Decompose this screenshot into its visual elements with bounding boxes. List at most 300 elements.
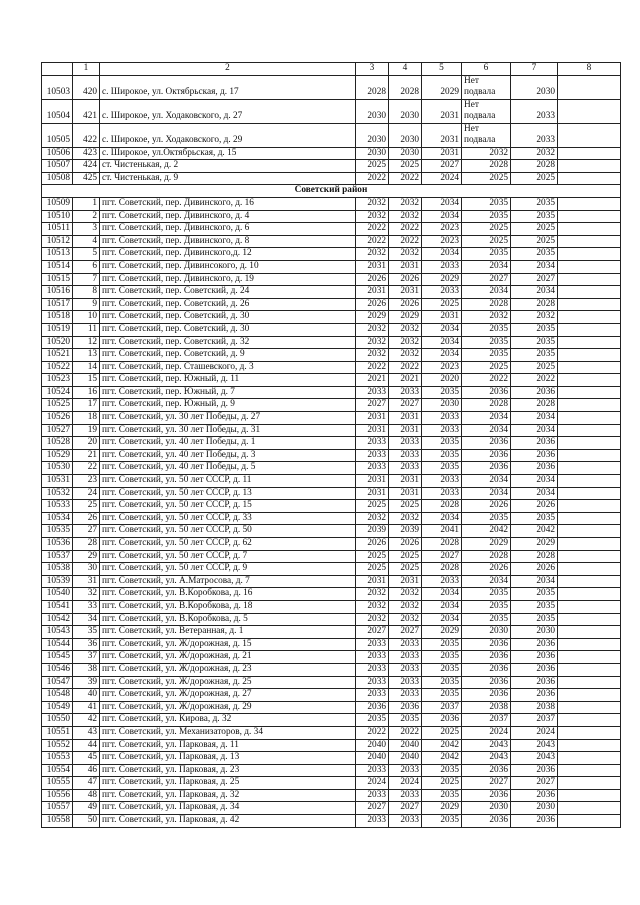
col6-cell: 2034 (462, 487, 511, 500)
col7-cell: 2030 (511, 75, 558, 99)
table-row (42, 123, 621, 147)
col7-cell: 2035 (511, 210, 558, 223)
row-number-cell: 13 (73, 349, 100, 362)
table-row (42, 689, 621, 702)
col4-cell: 2032 (389, 210, 422, 223)
table-row (42, 600, 621, 613)
col3-cell: 2040 (356, 739, 389, 752)
row-id-cell: 10518 (42, 311, 73, 324)
table-row (42, 235, 621, 248)
address-cell: пгт. Советский, пер. Советский, д. 30 (100, 323, 356, 336)
row-id-cell: 10538 (42, 563, 73, 576)
col7-cell: 2036 (511, 676, 558, 689)
col6-cell: 2035 (462, 588, 511, 601)
col7-cell: 2036 (511, 663, 558, 676)
col8-cell (558, 248, 621, 261)
col5-cell: 2028 (422, 500, 462, 513)
row-id-cell: 10556 (42, 789, 73, 802)
col8-cell (558, 412, 621, 425)
header-cell-empty (42, 63, 73, 76)
col4-cell: 2033 (389, 386, 422, 399)
col5-cell: 2042 (422, 739, 462, 752)
col6-cell: 2025 (462, 223, 511, 236)
col3-cell: 2033 (356, 449, 389, 462)
col5-cell: 2031 (422, 123, 462, 147)
col4-cell: 2033 (389, 676, 422, 689)
row-id-cell: 10546 (42, 663, 73, 676)
table-row (42, 651, 621, 664)
col4-cell: 2027 (389, 399, 422, 412)
row-number-cell: 15 (73, 374, 100, 387)
col3-cell: 2022 (356, 726, 389, 739)
col8-cell (558, 449, 621, 462)
address-cell: пгт. Советский, пер. Дивинсокого, д. 10 (100, 260, 356, 273)
col8-cell (558, 172, 621, 185)
col7-cell: 2025 (511, 361, 558, 374)
col5-cell: 2028 (422, 563, 462, 576)
row-number-cell: 35 (73, 626, 100, 639)
col7-cell: 2038 (511, 701, 558, 714)
col4-cell: 2033 (389, 437, 422, 450)
col8-cell (558, 437, 621, 450)
col4-cell: 2032 (389, 600, 422, 613)
table-body (42, 63, 621, 828)
col3-cell: 2022 (356, 235, 389, 248)
table-row (42, 500, 621, 513)
header-row (42, 63, 621, 76)
col6-cell: 2035 (462, 323, 511, 336)
col5-cell: 2033 (422, 412, 462, 425)
table-row (42, 311, 621, 324)
col6-cell: 2025 (462, 235, 511, 248)
col5-cell: 2034 (422, 613, 462, 626)
row-id-cell: 10535 (42, 525, 73, 538)
col4-cell: 2030 (389, 99, 422, 123)
address-cell: пгт. Советский, пер. Советский, д. 30 (100, 311, 356, 324)
col4-cell: 2040 (389, 739, 422, 752)
col3-cell: 2025 (356, 550, 389, 563)
col5-cell: 2034 (422, 210, 462, 223)
address-cell: пгт. Советский, ул. Парковая, д. 23 (100, 764, 356, 777)
row-id-cell: 10548 (42, 689, 73, 702)
col7-cell: 2035 (511, 197, 558, 210)
row-id-cell: 10503 (42, 75, 73, 99)
col8-cell (558, 752, 621, 765)
row-id-cell: 10537 (42, 550, 73, 563)
col7-cell: 2035 (511, 323, 558, 336)
col6-cell: Нет подвала (462, 75, 511, 99)
col7-cell: 2025 (511, 172, 558, 185)
col6-cell: 2034 (462, 475, 511, 488)
row-id-cell: 10542 (42, 613, 73, 626)
col6-cell: 2028 (462, 160, 511, 173)
col6-cell: 2035 (462, 210, 511, 223)
col5-cell: 2034 (422, 248, 462, 261)
table-row (42, 286, 621, 299)
col8-cell (558, 651, 621, 664)
row-number-cell: 45 (73, 752, 100, 765)
table-row (42, 449, 621, 462)
row-number-cell: 4 (73, 235, 100, 248)
table-row (42, 676, 621, 689)
col8-cell (558, 512, 621, 525)
col7-cell: 2025 (511, 235, 558, 248)
row-number-cell: 18 (73, 412, 100, 425)
col3-cell: 2030 (356, 123, 389, 147)
col3-cell: 2022 (356, 223, 389, 236)
row-id-cell: 10539 (42, 575, 73, 588)
row-number-cell: 38 (73, 663, 100, 676)
table-row (42, 663, 621, 676)
col8-cell (558, 626, 621, 639)
col6-cell: 2028 (462, 298, 511, 311)
row-id-cell: 10512 (42, 235, 73, 248)
col5-cell: 2042 (422, 752, 462, 765)
col6-cell: 2036 (462, 386, 511, 399)
col6-cell: 2035 (462, 512, 511, 525)
table-row (42, 538, 621, 551)
col4-cell: 2022 (389, 223, 422, 236)
row-number-cell: 2 (73, 210, 100, 223)
address-cell: пгт. Советский, ул. 30 лет Победы, д. 31 (100, 424, 356, 437)
table-row (42, 588, 621, 601)
row-id-cell: 10505 (42, 123, 73, 147)
col7-cell: 2036 (511, 462, 558, 475)
col8-cell (558, 613, 621, 626)
col7-cell: 2026 (511, 563, 558, 576)
row-id-cell: 10547 (42, 676, 73, 689)
row-number-cell: 10 (73, 311, 100, 324)
col5-cell: 2035 (422, 815, 462, 828)
header-cell: 3 (356, 63, 389, 76)
col3-cell: 2025 (356, 500, 389, 513)
row-number-cell: 49 (73, 802, 100, 815)
row-id-cell: 10536 (42, 538, 73, 551)
col8-cell (558, 676, 621, 689)
address-cell: пгт. Советский, ул. 40 лет Победы, д. 5 (100, 462, 356, 475)
col3-cell: 2033 (356, 663, 389, 676)
address-cell: пгт. Советский, пер. Южный, д. 9 (100, 399, 356, 412)
col8-cell (558, 99, 621, 123)
row-id-cell: 10530 (42, 462, 73, 475)
address-cell: с. Широкое, ул.Октябрьская, д. 15 (100, 147, 356, 160)
col5-cell: 2027 (422, 550, 462, 563)
col4-cell: 2031 (389, 575, 422, 588)
table-row (42, 764, 621, 777)
col6-cell: Нет подвала (462, 99, 511, 123)
col5-cell: 2041 (422, 525, 462, 538)
col8-cell (558, 260, 621, 273)
col4-cell: 2022 (389, 361, 422, 374)
col7-cell: 2035 (511, 600, 558, 613)
col4-cell: 2025 (389, 160, 422, 173)
header-cell: 1 (73, 63, 100, 76)
col3-cell: 2029 (356, 311, 389, 324)
col4-cell: 2033 (389, 815, 422, 828)
table-row (42, 210, 621, 223)
row-number-cell: 34 (73, 613, 100, 626)
col3-cell: 2033 (356, 676, 389, 689)
row-id-cell: 10527 (42, 424, 73, 437)
col4-cell: 2030 (389, 123, 422, 147)
col6-cell: 2036 (462, 663, 511, 676)
col3-cell: 2040 (356, 752, 389, 765)
table-row (42, 475, 621, 488)
row-id-cell: 10558 (42, 815, 73, 828)
address-cell: ст. Чистенькая, д. 9 (100, 172, 356, 185)
col4-cell: 2040 (389, 752, 422, 765)
row-number-cell: 19 (73, 424, 100, 437)
col6-cell: 2030 (462, 626, 511, 639)
address-cell: ст. Чистенькая, д. 2 (100, 160, 356, 173)
row-id-cell: 10507 (42, 160, 73, 173)
col7-cell: 2028 (511, 399, 558, 412)
col6-cell: 2036 (462, 651, 511, 664)
col8-cell (558, 550, 621, 563)
col6-cell: 2034 (462, 424, 511, 437)
col4-cell: 2028 (389, 75, 422, 99)
col7-cell: 2035 (511, 588, 558, 601)
row-number-cell: 33 (73, 600, 100, 613)
col6-cell: 2028 (462, 550, 511, 563)
row-id-cell: 10515 (42, 273, 73, 286)
col3-cell: 2027 (356, 399, 389, 412)
col7-cell: 2034 (511, 487, 558, 500)
col5-cell: 2034 (422, 323, 462, 336)
col4-cell: 2030 (389, 147, 422, 160)
col3-cell: 2033 (356, 689, 389, 702)
col7-cell: 2026 (511, 500, 558, 513)
col5-cell: 2030 (422, 399, 462, 412)
col3-cell: 2032 (356, 197, 389, 210)
col7-cell: 2036 (511, 764, 558, 777)
col5-cell: 2035 (422, 764, 462, 777)
col5-cell: 2031 (422, 147, 462, 160)
col7-cell: 2036 (511, 449, 558, 462)
address-cell: с. Широкое, ул. Ходаковского, д. 29 (100, 123, 356, 147)
row-id-cell: 10526 (42, 412, 73, 425)
col6-cell: 2035 (462, 349, 511, 362)
col5-cell: 2031 (422, 311, 462, 324)
col5-cell: 2029 (422, 626, 462, 639)
row-number-cell: 26 (73, 512, 100, 525)
row-number-cell: 22 (73, 462, 100, 475)
col6-cell: 2037 (462, 714, 511, 727)
table-row (42, 437, 621, 450)
col5-cell: 2034 (422, 349, 462, 362)
address-cell: пгт. Советский, ул. Парковая, д. 32 (100, 789, 356, 802)
col5-cell: 2029 (422, 75, 462, 99)
col6-cell: 2034 (462, 286, 511, 299)
col5-cell: 2028 (422, 538, 462, 551)
table-row (42, 323, 621, 336)
col7-cell: 2036 (511, 651, 558, 664)
col6-cell: 2034 (462, 575, 511, 588)
row-number-cell: 46 (73, 764, 100, 777)
row-number-cell: 32 (73, 588, 100, 601)
table-row (42, 512, 621, 525)
row-id-cell: 10519 (42, 323, 73, 336)
row-number-cell: 30 (73, 563, 100, 576)
row-number-cell: 41 (73, 701, 100, 714)
table-row (42, 701, 621, 714)
table-row (42, 613, 621, 626)
col7-cell: 2028 (511, 298, 558, 311)
row-number-cell: 28 (73, 538, 100, 551)
address-cell: пгт. Советский, ул. Парковая, д. 11 (100, 739, 356, 752)
col4-cell: 2022 (389, 172, 422, 185)
address-cell: пгт. Советский, пер. Советский, д. 9 (100, 349, 356, 362)
row-id-cell: 10549 (42, 701, 73, 714)
col8-cell (558, 600, 621, 613)
col7-cell: 2036 (511, 386, 558, 399)
col5-cell: 2023 (422, 223, 462, 236)
col6-cell: 2025 (462, 172, 511, 185)
table-row (42, 626, 621, 639)
col7-cell: 2034 (511, 286, 558, 299)
address-cell: с. Широкое, ул. Октябрьская, д. 17 (100, 75, 356, 99)
col4-cell: 2024 (389, 777, 422, 790)
row-id-cell: 10521 (42, 349, 73, 362)
section-title: Советский район (42, 185, 621, 198)
col7-cell: 2042 (511, 525, 558, 538)
table-row (42, 789, 621, 802)
col3-cell: 2031 (356, 487, 389, 500)
row-id-cell: 10513 (42, 248, 73, 261)
col4-cell: 2022 (389, 726, 422, 739)
table-row (42, 714, 621, 727)
col6-cell: 2035 (462, 600, 511, 613)
col7-cell: 2028 (511, 550, 558, 563)
address-cell: пгт. Советский, ул. В.Коробкова, д. 18 (100, 600, 356, 613)
col3-cell: 2025 (356, 160, 389, 173)
col7-cell: 2034 (511, 412, 558, 425)
col7-cell: 2024 (511, 726, 558, 739)
table-row (42, 525, 621, 538)
col5-cell: 2025 (422, 726, 462, 739)
col3-cell: 2031 (356, 424, 389, 437)
row-id-cell: 10557 (42, 802, 73, 815)
col3-cell: 2031 (356, 575, 389, 588)
row-id-cell: 10516 (42, 286, 73, 299)
row-number-cell: 421 (73, 99, 100, 123)
header-cell: 4 (389, 63, 422, 76)
row-number-cell: 25 (73, 500, 100, 513)
col7-cell: 2035 (511, 512, 558, 525)
col7-cell: 2035 (511, 349, 558, 362)
address-cell: пгт. Советский, пер. Дивинского, д. 8 (100, 235, 356, 248)
col6-cell: 2026 (462, 563, 511, 576)
table-row (42, 349, 621, 362)
col4-cell: 2026 (389, 298, 422, 311)
address-cell: пгт. Советский, ул. 50 лет СССР, д. 33 (100, 512, 356, 525)
table-row (42, 726, 621, 739)
row-number-cell: 21 (73, 449, 100, 462)
col3-cell: 2036 (356, 701, 389, 714)
row-id-cell: 10531 (42, 475, 73, 488)
col3-cell: 2032 (356, 512, 389, 525)
row-id-cell: 10532 (42, 487, 73, 500)
col6-cell: 2026 (462, 500, 511, 513)
row-id-cell: 10534 (42, 512, 73, 525)
col4-cell: 2025 (389, 500, 422, 513)
col5-cell: 2035 (422, 638, 462, 651)
col4-cell: 2029 (389, 311, 422, 324)
row-id-cell: 10528 (42, 437, 73, 450)
col6-cell: 2036 (462, 437, 511, 450)
col5-cell: 2025 (422, 777, 462, 790)
header-cell: 8 (558, 63, 621, 76)
col6-cell: 2036 (462, 689, 511, 702)
col7-cell: 2034 (511, 575, 558, 588)
col6-cell: 2042 (462, 525, 511, 538)
table-row (42, 273, 621, 286)
row-id-cell: 10525 (42, 399, 73, 412)
row-id-cell: 10541 (42, 600, 73, 613)
col8-cell (558, 802, 621, 815)
col7-cell: 2029 (511, 538, 558, 551)
col8-cell (558, 575, 621, 588)
col7-cell: 2027 (511, 273, 558, 286)
row-id-cell: 10529 (42, 449, 73, 462)
address-cell: пгт. Советский, пер. Дивинского, д. 16 (100, 197, 356, 210)
col5-cell: 2027 (422, 160, 462, 173)
col3-cell: 2032 (356, 588, 389, 601)
col5-cell: 2035 (422, 663, 462, 676)
table-row (42, 399, 621, 412)
col5-cell: 2035 (422, 676, 462, 689)
col7-cell: 2030 (511, 626, 558, 639)
row-id-cell: 10555 (42, 777, 73, 790)
col5-cell: 2035 (422, 437, 462, 450)
col8-cell (558, 286, 621, 299)
col3-cell: 2035 (356, 714, 389, 727)
col4-cell: 2033 (389, 789, 422, 802)
table-row (42, 374, 621, 387)
col4-cell: 2032 (389, 349, 422, 362)
table-row (42, 147, 621, 160)
col3-cell: 2027 (356, 802, 389, 815)
address-cell: пгт. Советский, пер. Советский, д. 32 (100, 336, 356, 349)
row-id-cell: 10509 (42, 197, 73, 210)
col8-cell (558, 223, 621, 236)
row-number-cell: 14 (73, 361, 100, 374)
col8-cell (558, 487, 621, 500)
col4-cell: 2026 (389, 273, 422, 286)
col8-cell (558, 726, 621, 739)
col7-cell: 2035 (511, 613, 558, 626)
col7-cell: 2043 (511, 739, 558, 752)
col5-cell: 2037 (422, 701, 462, 714)
col5-cell: 2035 (422, 651, 462, 664)
table-row (42, 563, 621, 576)
col8-cell (558, 500, 621, 513)
col5-cell: 2029 (422, 802, 462, 815)
row-number-cell: 6 (73, 260, 100, 273)
address-cell: пгт. Советский, ул. Ж/дорожная, д. 25 (100, 676, 356, 689)
col8-cell (558, 714, 621, 727)
table-row (42, 752, 621, 765)
row-id-cell: 10543 (42, 626, 73, 639)
col4-cell: 2031 (389, 286, 422, 299)
col6-cell: Нет подвала (462, 123, 511, 147)
row-id-cell: 10545 (42, 651, 73, 664)
col7-cell: 2036 (511, 815, 558, 828)
address-cell: пгт. Советский, ул. Парковая, д. 25 (100, 777, 356, 790)
row-number-cell: 47 (73, 777, 100, 790)
col8-cell (558, 323, 621, 336)
col7-cell: 2033 (511, 123, 558, 147)
